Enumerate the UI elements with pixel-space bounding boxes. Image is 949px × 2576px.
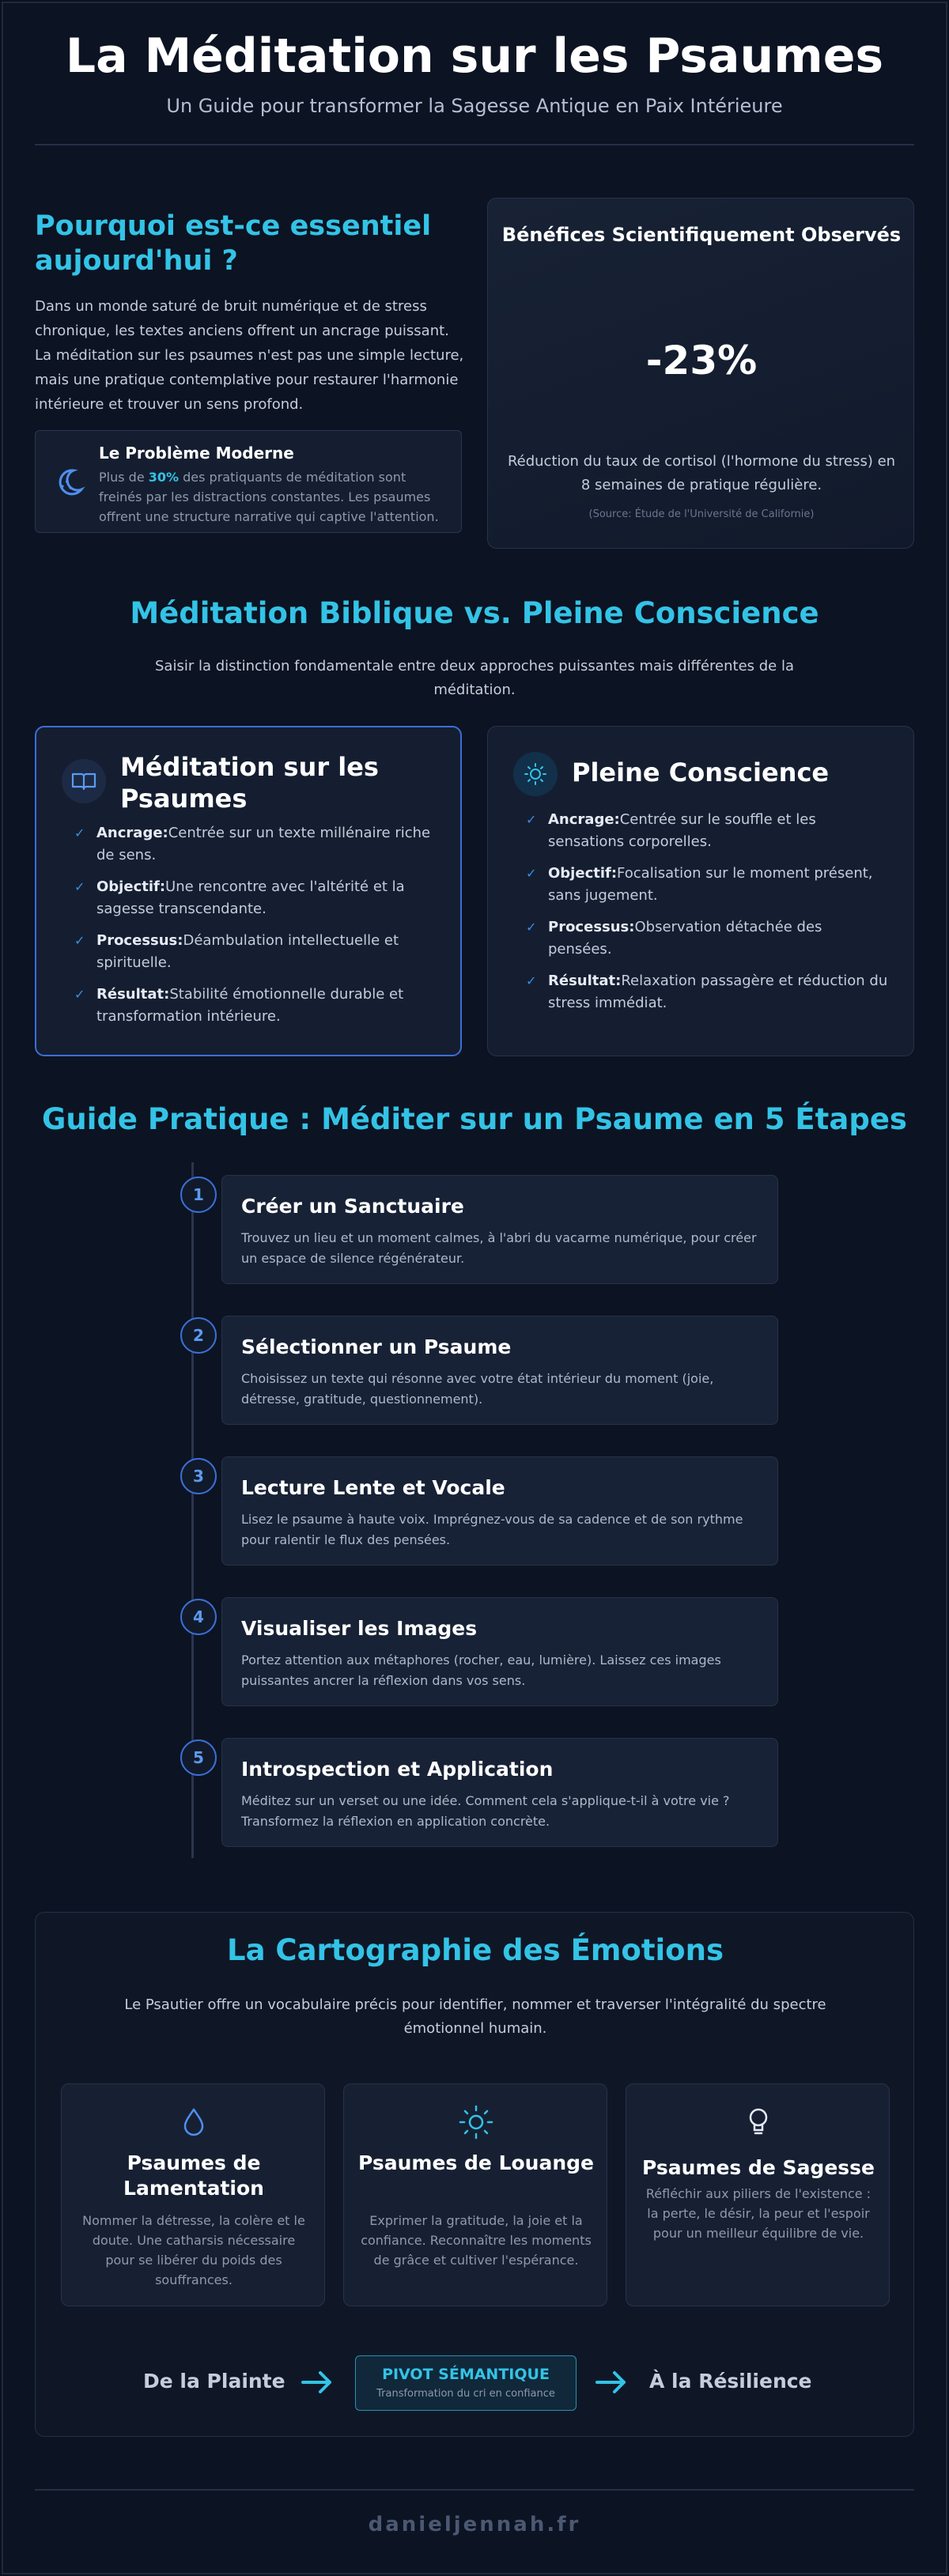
pivot-title: PIVOT SÉMANTIQUE bbox=[382, 2366, 550, 2383]
step-title: Lecture Lente et Vocale bbox=[241, 1476, 505, 1499]
problem-callout bbox=[35, 430, 462, 533]
list-item: ✓ Résultat:Relaxation passagère et réduction du stress immédiat. bbox=[526, 970, 890, 1014]
compare-title: Méditation Biblique vs. Pleine Conscience bbox=[130, 596, 819, 630]
list-item: ✓ Objectif:Une rencontre avec l'altérité et la sagesse transcendante. bbox=[74, 876, 438, 920]
moon-stars-icon bbox=[50, 463, 88, 500]
list-item: ✓ Processus:Observation détachée des pensées. bbox=[526, 916, 890, 961]
stat-title: Bénéfices Scientifiquement Observés bbox=[501, 224, 902, 246]
compare-card-title: Méditation sur les Psaumes bbox=[120, 752, 379, 814]
emotions-title: La Cartographie des Émotions bbox=[227, 1933, 724, 1967]
guide-title: Guide Pratique : Méditer sur un Psaume en 5 Étapes bbox=[42, 1102, 907, 1136]
droplet-icon bbox=[175, 2103, 213, 2141]
compare-card-psalms bbox=[35, 726, 462, 1056]
step-text: Choisissez un texte qui résonne avec votre état intérieur du moment (joie, détresse, gratitude, questionnement). bbox=[241, 1371, 714, 1407]
sun-icon bbox=[513, 752, 558, 796]
stat-card bbox=[487, 198, 914, 549]
check-icon: ✓ bbox=[526, 812, 537, 827]
divider bbox=[35, 144, 914, 145]
step-text: Lisez le psaume à haute voix. Imprégnez-vous de sa cadence et de son rythme pour ralentir le flux des pensées. bbox=[241, 1512, 743, 1547]
emotion-card-title: Psaumes de Sagesse bbox=[641, 2156, 875, 2179]
step-title: Créer un Sanctuaire bbox=[241, 1195, 464, 1218]
emotion-card-title: Psaumes de Louange bbox=[358, 2151, 594, 2174]
list-item: ✓ Processus:Déambulation intellectuelle et spirituelle. bbox=[74, 930, 438, 974]
page-title: La Méditation sur les Psaumes bbox=[65, 28, 884, 84]
stat-description: Réduction du taux de cortisol (l'hormone du stress) en 8 semaines de pratique régulière. bbox=[507, 453, 896, 493]
list-item: ✓ Résultat:Stabilité émotionnelle durable et transformation intérieure. bbox=[74, 984, 438, 1028]
problem-text: Plus de 30% des pratiquants de méditation sont freinés par les distractions constantes. Les psaumes offrent une structure narrative qui captive l'attention. bbox=[99, 470, 439, 524]
check-icon: ✓ bbox=[74, 879, 85, 894]
pivot-subtitle: Transformation du cri en confiance bbox=[376, 2388, 555, 2400]
emotion-card-text: Exprimer la gratitude, la joie et la confiance. Reconnaître les moments de grâce et cultiver l'espérance. bbox=[361, 2213, 592, 2268]
check-icon: ✓ bbox=[74, 825, 85, 840]
check-icon: ✓ bbox=[526, 973, 537, 988]
step-text: Trouvez un lieu et un moment calmes, à l'abri du vacarme numérique, pour créer un espace de silence régénérateur. bbox=[241, 1230, 757, 1266]
emotions-intro: Le Psautier offre un vocabulaire précis pour identifier, nommer et traverser l'intégralité du spectre émotionnel humain. bbox=[124, 1996, 826, 2037]
list-item: ✓ Objectif:Focalisation sur le moment présent, sans jugement. bbox=[526, 863, 890, 907]
step-number: 3 bbox=[180, 1458, 217, 1494]
why-title: Pourquoi est-ce essentiel aujourd'hui ? bbox=[35, 210, 432, 277]
pivot-box bbox=[355, 2355, 577, 2411]
step-text: Méditez sur un verset ou une idée. Comment cela s'applique-t-il à votre vie ? Transformez la réflexion en application concrète. bbox=[241, 1793, 730, 1829]
arrow-right-icon bbox=[594, 2366, 629, 2398]
stat-value: -23% bbox=[645, 338, 758, 383]
compare-card-mindfulness bbox=[487, 726, 914, 1056]
emotion-card-text: Nommer la détresse, la colère et le doute. Une catharsis nécessaire pour se libérer du poids des souffrances. bbox=[82, 2213, 305, 2287]
check-icon: ✓ bbox=[74, 933, 85, 948]
step-title: Sélectionner un Psaume bbox=[241, 1335, 512, 1358]
arrow-right-icon bbox=[300, 2366, 335, 2398]
compare-card-title: Pleine Conscience bbox=[572, 757, 830, 788]
step-number: 5 bbox=[180, 1739, 217, 1776]
flow-from: De la Plainte bbox=[143, 2370, 285, 2393]
list-item: ✓ Ancrage:Centrée sur un texte millénaire riche de sens. bbox=[74, 822, 438, 867]
compare-list bbox=[526, 809, 890, 1024]
emotion-card-lamentation bbox=[61, 2083, 325, 2306]
check-icon: ✓ bbox=[526, 920, 537, 935]
compare-intro: Saisir la distinction fondamentale entre deux approches puissantes mais différentes de la méditation. bbox=[155, 658, 794, 698]
sun-icon bbox=[457, 2103, 495, 2141]
emotion-card-text: Réfléchir aux piliers de l'existence : la perte, le désir, la peur et l'espoir pour un meilleur équilibre de vie. bbox=[645, 2186, 871, 2241]
step-number: 4 bbox=[180, 1599, 217, 1635]
flow-to: À la Résilience bbox=[649, 2370, 812, 2393]
emotion-card-praise bbox=[343, 2083, 607, 2306]
step-text: Portez attention aux métaphores (rocher, eau, lumière). Laissez ces images puissantes ancrer la réflexion dans vos sens. bbox=[241, 1652, 721, 1688]
emotions-section bbox=[35, 1912, 914, 2437]
step-card bbox=[221, 1597, 778, 1706]
check-icon: ✓ bbox=[74, 987, 85, 1002]
step-title: Visualiser les Images bbox=[241, 1617, 478, 1640]
check-icon: ✓ bbox=[526, 866, 537, 881]
emotion-card-wisdom bbox=[626, 2083, 890, 2306]
open-book-icon bbox=[62, 759, 106, 803]
step-card bbox=[221, 1456, 778, 1566]
lightbulb-icon bbox=[739, 2103, 777, 2141]
stat-source: (Source: Étude de l'Université de Californie) bbox=[588, 508, 815, 520]
emotion-card-title: Psaumes de Lamentation bbox=[123, 2151, 264, 2200]
step-card bbox=[221, 1316, 778, 1425]
step-number: 1 bbox=[180, 1177, 217, 1213]
step-number: 2 bbox=[180, 1317, 217, 1354]
problem-title: Le Problème Moderne bbox=[99, 444, 294, 463]
page-subtitle: Un Guide pour transformer la Sagesse Antique en Paix Intérieure bbox=[166, 95, 783, 117]
step-title: Introspection et Application bbox=[241, 1758, 554, 1781]
divider bbox=[35, 2489, 914, 2491]
footer-site[interactable]: danieljennah.fr bbox=[368, 2513, 581, 2536]
problem-highlight: 30% bbox=[148, 470, 180, 485]
list-item: ✓ Ancrage:Centrée sur le souffle et les sensations corporelles. bbox=[526, 809, 890, 853]
step-card bbox=[221, 1175, 778, 1284]
compare-list bbox=[74, 822, 438, 1037]
why-body: Dans un monde saturé de bruit numérique et de stress chronique, les textes anciens offrent un ancrage puissant. La méditation sur les psaumes n'est pas une simple lecture, mais une pratique contemplative pour restaurer l'harmonie intérieure et trouver un sens profond. bbox=[35, 298, 464, 413]
step-card bbox=[221, 1738, 778, 1847]
